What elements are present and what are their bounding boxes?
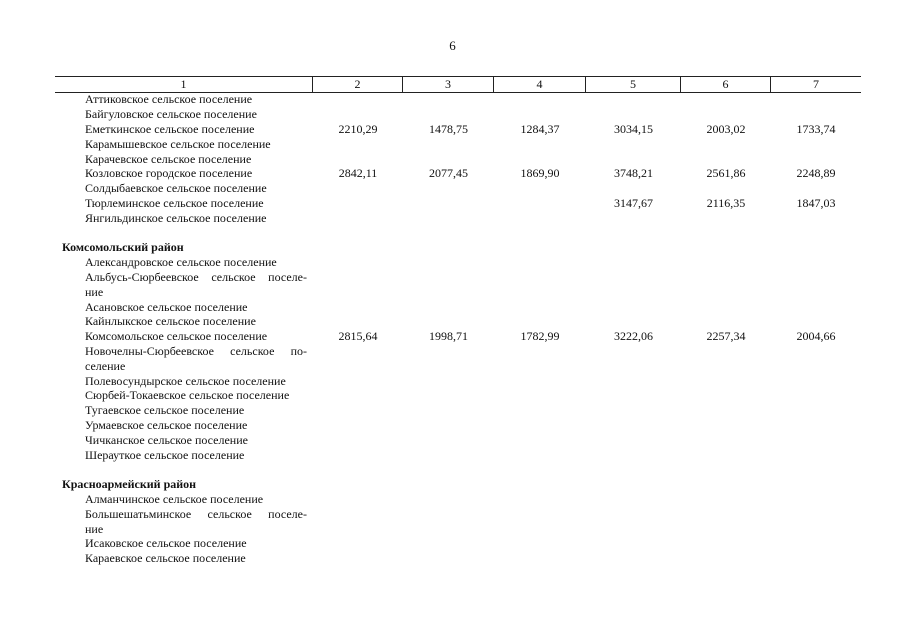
header-col-2: 2	[313, 77, 403, 92]
settlement-name: Шерауткое сельское поселение	[85, 447, 245, 462]
value-col-3: 2077,45	[429, 166, 468, 181]
settlement-name: Новочелны-Сюрбеевское сельское по-	[85, 344, 307, 358]
settlement-name: Алманчинское сельское поселение	[85, 492, 264, 506]
value-col-6: 2561,86	[706, 166, 746, 181]
value-col-4: 1782,99	[520, 329, 560, 344]
header-col-5: 5	[586, 77, 681, 92]
header-col-7: 7	[813, 77, 819, 91]
settlement-name: Полевосундырское сельское поселение	[85, 373, 286, 388]
value-col-7: 2004,66	[796, 329, 836, 344]
value-col-7: 1847,03	[796, 196, 836, 210]
header-col-1: 1	[55, 77, 313, 92]
settlement-name: Янгильдинское сельское поселение	[85, 210, 267, 225]
value-col-5: 3147,67	[614, 196, 653, 210]
value-col-2: 2210,29	[338, 122, 378, 136]
page-number: 6	[449, 38, 456, 53]
settlement-name: Аттиковское сельское поселение	[85, 92, 253, 107]
settlement-name: Тугаевское сельское поселение	[85, 403, 245, 418]
table-header	[55, 76, 861, 93]
settlement-name: Еметкинское сельское поселение	[85, 122, 255, 136]
settlement-name: Байгуловское сельское поселение	[85, 107, 257, 122]
settlement-name: Карачевское сельское поселение	[85, 151, 252, 166]
value-col-4: 1284,37	[520, 122, 560, 136]
value-col-7: 2248,89	[796, 166, 836, 181]
settlement-name: Урмаевское сельское поселение	[85, 418, 248, 432]
settlement-name: Александровское сельское поселение	[85, 255, 277, 270]
value-col-5: 3034,15	[614, 122, 653, 136]
district-name: Красноармейский район	[62, 477, 197, 492]
value-col-6: 2257,34	[706, 329, 746, 344]
settlement-name: Чичканское сельское поселение	[85, 432, 248, 447]
settlement-name: Тюрлеминское сельское поселение	[85, 196, 264, 210]
settlement-name: Исаковское сельское поселение	[85, 536, 247, 551]
settlement-name: Караевское сельское поселение	[85, 551, 246, 566]
value-col-4: 1869,90	[520, 166, 560, 181]
settlement-name: Комсомольское сельское поселение	[85, 329, 268, 344]
value-col-6: 2003,02	[706, 122, 746, 136]
settlement-name: Сюрбей-Токаевское сельское поселение	[85, 388, 290, 403]
value-col-5: 3222,06	[614, 329, 653, 344]
settlement-name: ние	[85, 284, 104, 299]
header-col-4: 4	[494, 77, 586, 92]
header-col-3: 3	[403, 77, 494, 92]
settlement-name: Козловское городское поселение	[85, 166, 253, 181]
value-col-2: 2815,64	[338, 329, 378, 344]
settlement-name: Большешатьминское сельское поселе-	[85, 506, 307, 521]
settlement-name: Асановское сельское поселение	[85, 299, 248, 314]
value-col-7: 1733,74	[796, 122, 836, 136]
value-col-6: 2116,35	[706, 196, 746, 210]
settlement-name: селение	[85, 358, 126, 373]
value-col-2: 2842,11	[338, 166, 378, 181]
header-col-6: 6	[681, 77, 771, 92]
settlement-name: Солдыбаевское сельское поселение	[85, 181, 267, 196]
district-name: Комсомольский район	[62, 240, 184, 255]
settlement-name: Альбусь-Сюрбеевское сельское поселе-	[85, 270, 307, 284]
settlement-name: Карамышевское сельское поселение	[85, 136, 271, 151]
value-col-5: 3748,21	[614, 166, 653, 181]
settlement-name: Кайнлыкское сельское поселение	[85, 314, 256, 329]
value-col-3: 1998,71	[429, 329, 468, 344]
value-col-3: 1478,75	[429, 122, 468, 136]
settlement-name: ние	[85, 521, 104, 536]
